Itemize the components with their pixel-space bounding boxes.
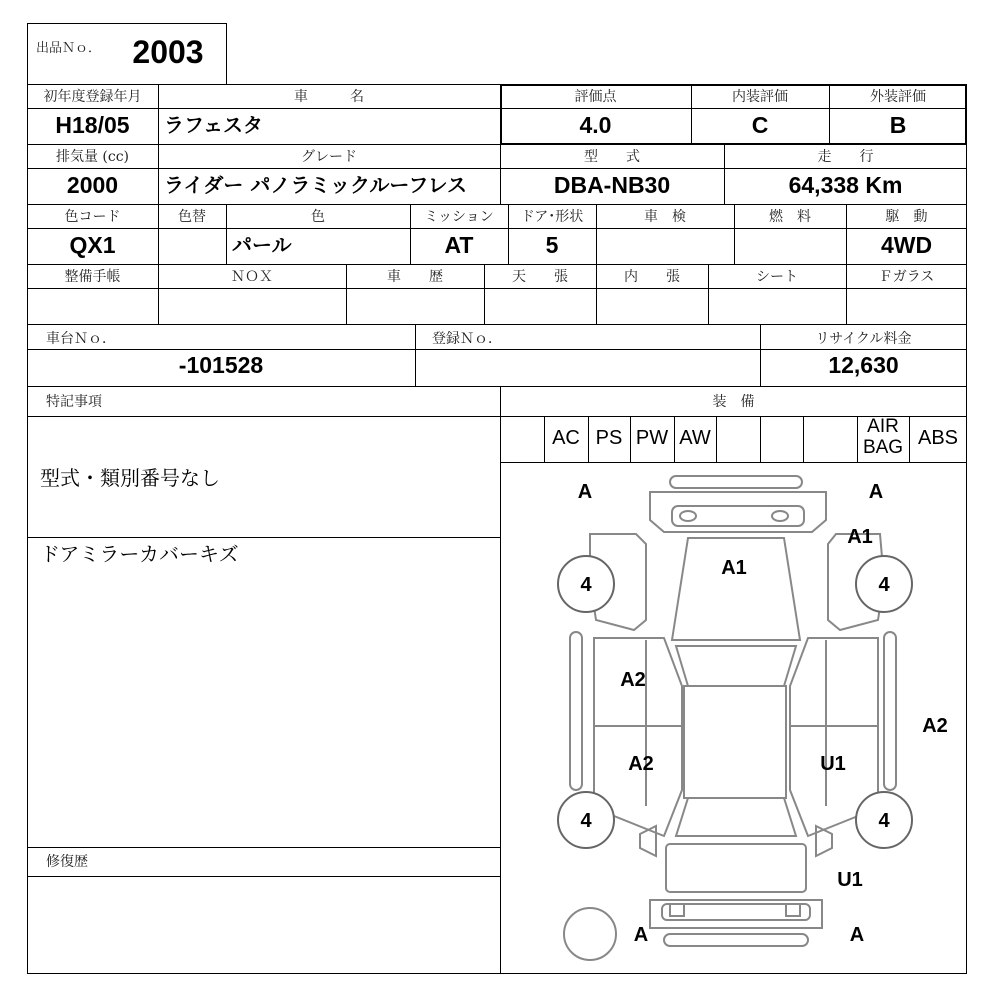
maint-label: 整備手帳	[64, 269, 121, 285]
color-value: パール	[232, 233, 292, 257]
mark-right-fender: A1	[847, 526, 873, 548]
ceiling-label: 天 張	[512, 269, 568, 285]
recycle-value: 12,630	[828, 352, 899, 378]
inspection-label: 車 検	[644, 209, 686, 225]
displacement-value: 2000	[66, 172, 119, 198]
model-label: 型 式	[584, 149, 640, 165]
mark-tire-fl: 4	[580, 574, 592, 596]
mark-rear-left: A	[633, 924, 649, 946]
mileage-value: 64,338 Km	[788, 172, 903, 198]
glass-label: Ｆガラス	[878, 269, 935, 285]
lot-label: 出品Ｎｏ．	[36, 41, 102, 56]
mark-rear-right-corner: A	[849, 924, 865, 946]
first-reg-value: H18/05	[55, 112, 130, 138]
interior-trim-label: 内 張	[624, 269, 680, 285]
mark-rear-right: U1	[837, 869, 863, 891]
interior-label: 内装評価	[732, 89, 788, 105]
door-value: 5	[545, 232, 559, 258]
first-reg-label: 初年度登録年月	[43, 89, 142, 105]
grade-label: グレード	[301, 149, 357, 165]
recycle-label: リサイクル料金	[815, 331, 912, 347]
reg-label: 登録Ｎｏ．	[432, 331, 502, 347]
color-code-value: QX1	[69, 232, 116, 258]
mark-right-rear-door: U1	[820, 753, 846, 775]
repaint-label: 色替	[178, 209, 206, 225]
model-value: DBA-NB30	[553, 172, 671, 198]
equipment-ac: AC	[552, 427, 580, 449]
score-label: 評価点	[574, 89, 617, 105]
mark-left-front-door: A2	[620, 669, 646, 691]
mission-value: AT	[444, 232, 474, 258]
car-damage-diagram	[500, 462, 967, 974]
color-code-label: 色コード	[64, 209, 121, 225]
lot-number: 2003	[132, 34, 204, 70]
repair-label: 修復歴	[46, 854, 88, 870]
mark-tire-rl: 4	[580, 810, 592, 832]
mark-hood: A1	[721, 557, 747, 579]
chassis-value: -101528	[178, 352, 264, 378]
nox-label: ＮＯＸ	[231, 269, 273, 285]
mark-front-left: A	[577, 481, 593, 503]
notes-label: 特記事項	[46, 394, 102, 410]
mark-left-rear-door: A2	[628, 753, 654, 775]
mark-tire-rr: 4	[878, 810, 890, 832]
mileage-label: 走 行	[817, 149, 874, 165]
equipment-label: 装 備	[712, 394, 755, 410]
score-value: 4.0	[579, 112, 612, 138]
equipment-aw: AW	[679, 427, 711, 449]
car-name-value: ラフェスタ	[164, 113, 263, 137]
fuel-label: 燃 料	[769, 209, 811, 225]
color-label: 色	[311, 209, 325, 225]
interior-value: C	[751, 112, 769, 138]
drive-label: 駆 動	[885, 209, 928, 225]
door-label: ドア･形状	[520, 209, 584, 225]
note-line-2: ドアミラーカバーキズ	[40, 542, 239, 566]
equipment-pw: PW	[635, 427, 669, 449]
history-label: 車 歴	[387, 269, 443, 285]
grade-value: ライダー パノラミックルーフレス	[164, 173, 467, 197]
mark-tire-fr: 4	[878, 574, 890, 596]
exterior-label: 外装評価	[870, 89, 926, 105]
displacement-label: 排気量 (cc)	[55, 149, 130, 165]
note-line-1: 型式・類別番号なし	[40, 466, 220, 490]
equipment-ps: PS	[595, 427, 623, 449]
drive-value: 4WD	[880, 232, 933, 258]
equipment-airbag: AIR BAG	[862, 416, 904, 458]
mission-label: ミッション	[424, 209, 494, 225]
exterior-value: B	[889, 112, 907, 138]
seat-label: シート	[756, 269, 798, 285]
chassis-label: 車台Ｎｏ．	[46, 331, 116, 347]
mark-front-right: A	[868, 481, 884, 503]
equipment-abs: ABS	[917, 427, 959, 449]
mark-right-side: A2	[922, 715, 948, 737]
car-name-label: 車 名	[294, 89, 364, 105]
